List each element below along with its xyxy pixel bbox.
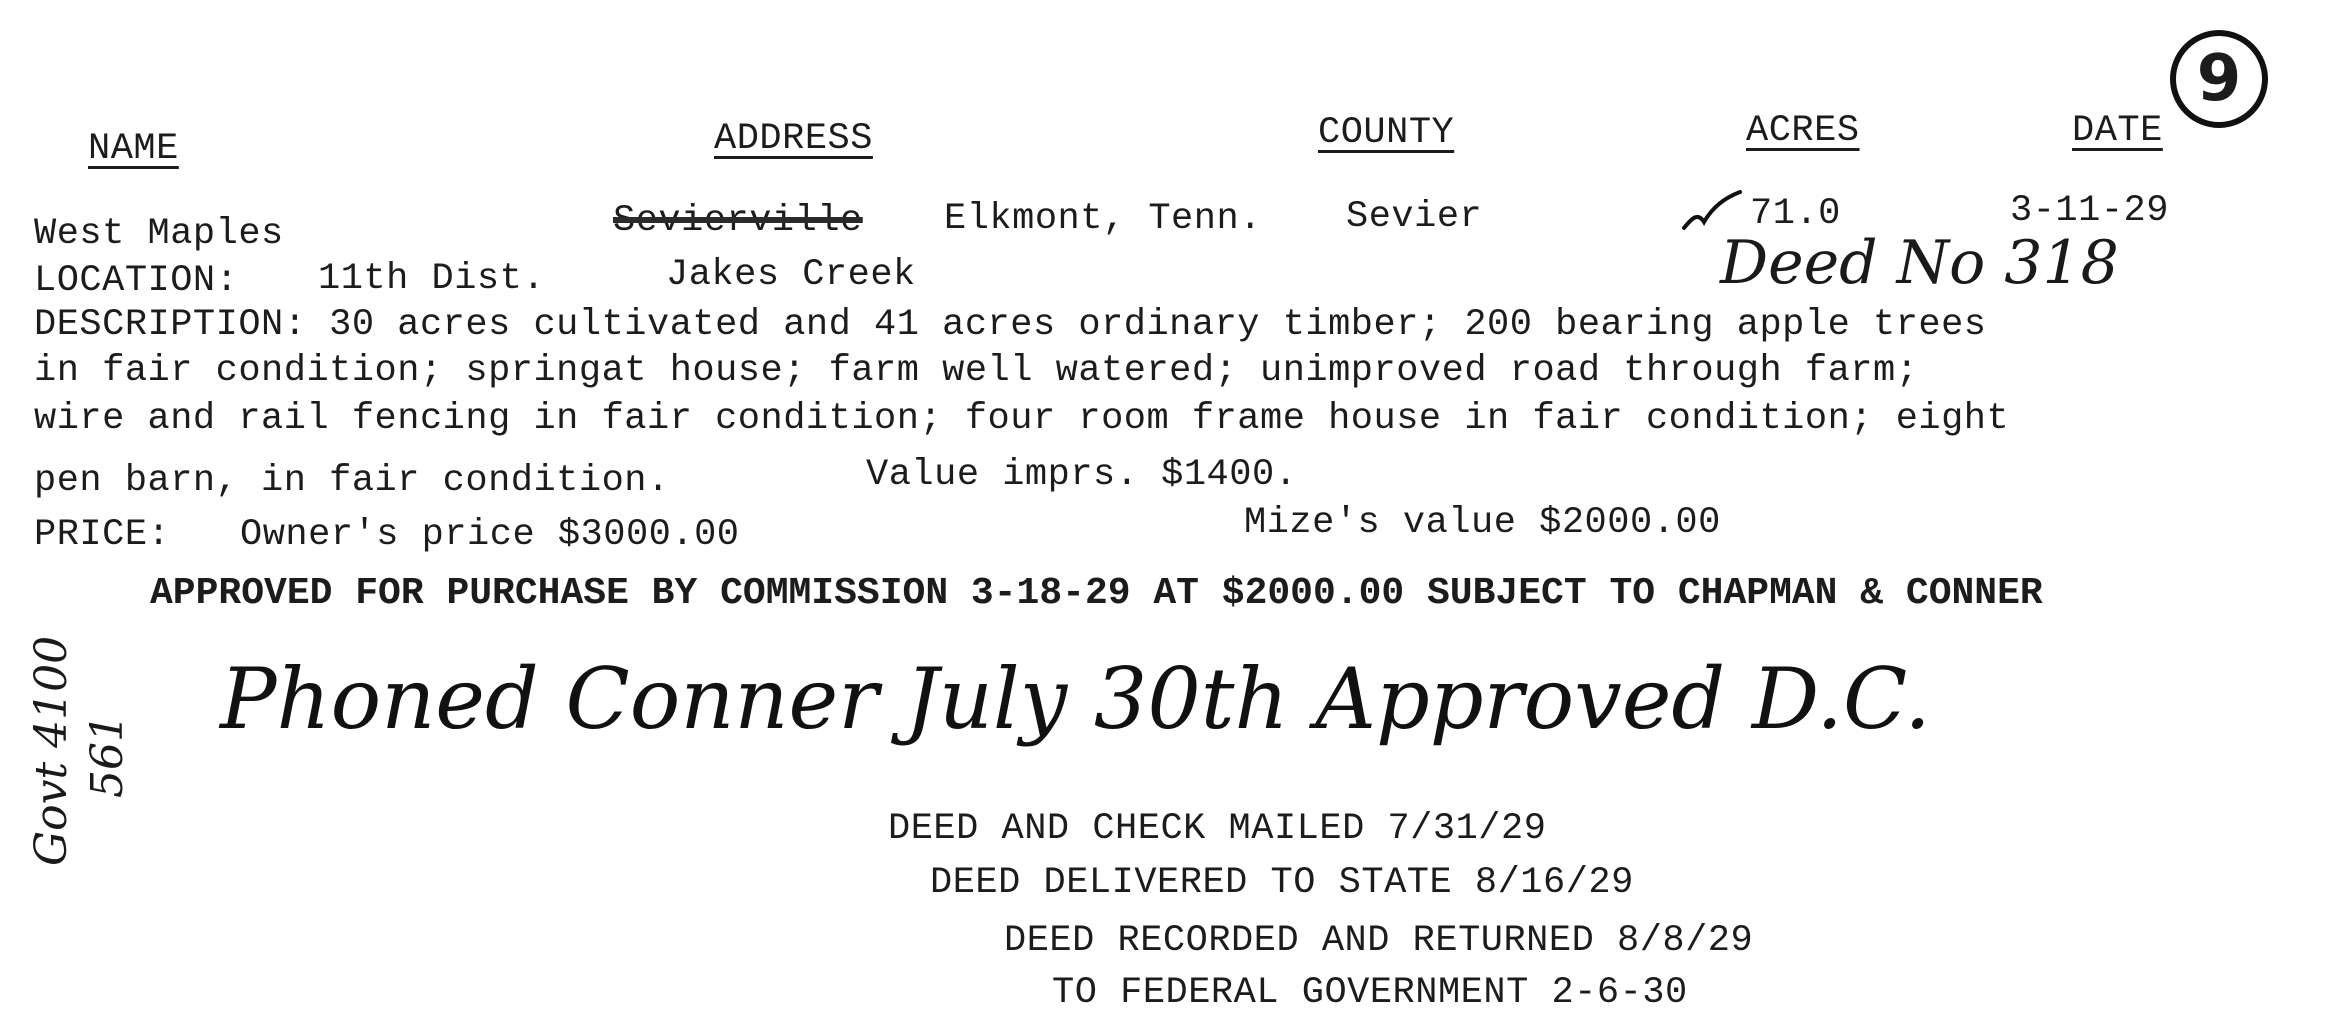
header-county: COUNTY [1318, 112, 1455, 154]
page-number-circle [2170, 30, 2268, 128]
location-creek: Jakes Creek [666, 254, 916, 296]
description-line-1: DESCRIPTION: 30 acres cultivated and 41 acres ordinary timber; 200 bearing apple trees [34, 304, 1987, 346]
record-name: West Maples [34, 213, 284, 255]
header-name: NAME [88, 128, 179, 170]
description-line-4: pen barn, in fair condition. [34, 460, 670, 502]
price-label: PRICE: [34, 514, 171, 556]
record-address: Elkmont, Tenn. [944, 198, 1262, 240]
location-label: LOCATION: [34, 260, 239, 302]
owner-price: Owner's price $3000.00 [240, 514, 740, 556]
description-value-imprs: Value imprs. $1400. [866, 454, 1298, 496]
stamp-deed-recorded: DEED RECORDED AND RETURNED 8/8/29 [1004, 920, 1754, 962]
record-acres: 71.0 [1750, 193, 1841, 235]
approval-text: APPROVED FOR PURCHASE BY COMMISSION 3-18-29 AT $2000.00 SUBJECT TO CHAPMAN & CONNER [150, 572, 2043, 615]
stamp-deed-delivered: DEED DELIVERED TO STATE 8/16/29 [930, 862, 1634, 904]
mize-value: Mize's value $2000.00 [1244, 502, 1721, 544]
description-line-3: wire and rail fencing in fair condition; four room frame house in fair condition; eight [34, 398, 2010, 440]
header-acres: ACRES [1746, 110, 1860, 152]
handwritten-approval-signature: Phoned Conner July 30th Approved D.C. [220, 650, 1931, 748]
page-number: 9 [2196, 42, 2242, 116]
record-address-struck: Sevierville [613, 200, 863, 242]
margin-note-line-1: Govt 4100 [26, 635, 77, 866]
header-address: ADDRESS [714, 118, 873, 160]
margin-note [24, 635, 136, 866]
stamp-federal-government: TO FEDERAL GOVERNMENT 2-6-30 [1052, 972, 1688, 1014]
record-county: Sevier [1346, 196, 1483, 238]
record-date: 3-11-29 [2010, 190, 2169, 232]
location-district: 11th Dist. [318, 258, 546, 300]
header-date: DATE [2072, 110, 2163, 152]
margin-note-line-2: 561 [82, 714, 133, 798]
handwritten-deed-number: Deed No 318 [1720, 228, 2119, 298]
description-line-2: in fair condition; springat house; farm well watered; unimproved road through farm; [34, 350, 1919, 392]
stamp-deed-check-mailed: DEED AND CHECK MAILED 7/31/29 [888, 808, 1547, 850]
